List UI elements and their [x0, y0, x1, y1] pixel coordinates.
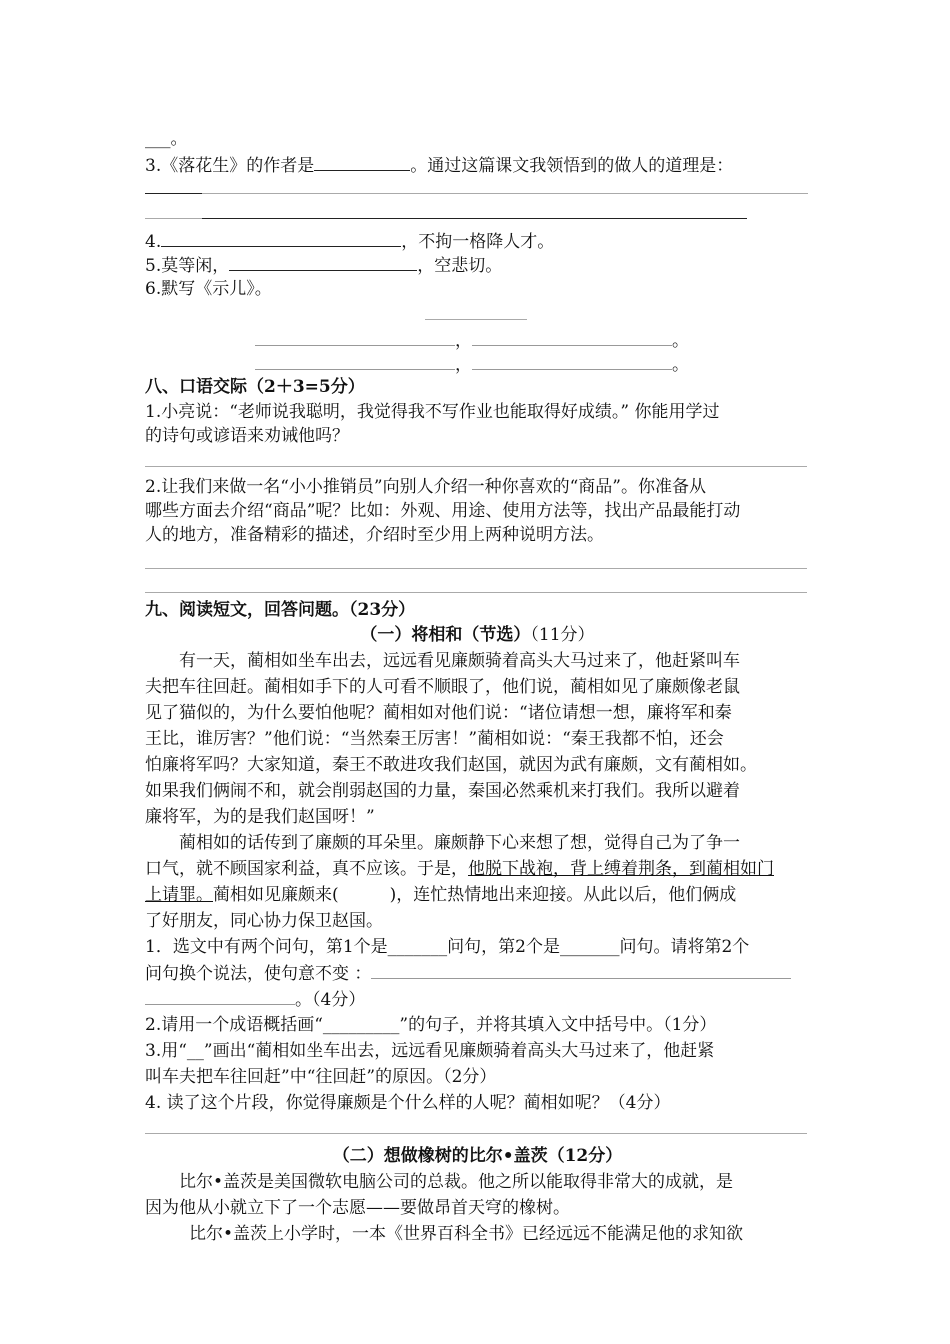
passage2-title: （二）想做橡树的比尔•盖茨（12分） [332, 1146, 623, 1166]
p1-line: 了好朋友，同心协力保卫赵国。 [145, 911, 383, 931]
p1-line: 怕廉将军吗？大家知道，秦王不敢进攻我们赵国，就因为武有廉颇，文有蔺相如。 [145, 755, 757, 775]
author-blank[interactable] [314, 152, 410, 171]
answer-line[interactable] [145, 218, 202, 219]
p1-line: 廉将军，为的是我们赵国呀！” [145, 807, 375, 827]
answer-line[interactable] [145, 568, 807, 569]
section9-heading: 九、阅读短文，回答问题。（23分） [145, 600, 416, 620]
s9-q3-line2: 叫车夫把车往回赶”中“往回赶”的原因。（2分） [145, 1067, 497, 1087]
p1-line: 如果我们俩闹不和，就会削弱赵国的力量，秦国必然乘机来打我们。我所以避着 [145, 781, 740, 801]
answer-blank[interactable] [371, 960, 791, 979]
s9-q1-line1: 1．选文中有两个问句，第1个是_______问句，第2个是_______问句。请将第2个 [145, 937, 750, 957]
answer-line[interactable] [202, 193, 808, 194]
s8-q2-line2: 哪些方面去介绍“商品”呢？比如：外观、用途、使用方法等，找出产品最能打动 [145, 501, 741, 521]
poem-blank[interactable] [255, 327, 455, 346]
s8-q1-line2: 的诗句或谚语来劝诫他吗？ [145, 426, 349, 446]
s9-q2: 2.请用一个成语概括画“_________”的句子，并将其填入文中括号中。（1分） [145, 1015, 717, 1035]
answer-line[interactable] [202, 218, 747, 219]
answer-line[interactable] [145, 1133, 807, 1134]
answer-line[interactable] [145, 592, 807, 593]
answer-line[interactable] [145, 466, 807, 467]
p2-line: 比尔•盖茨上小学时，一本《世界百科全书》已经远远不能满足他的求知欲 [189, 1224, 744, 1244]
s9-q4: 4. 读了这个片段，你觉得廉颇是个什么样的人呢？蔺相如呢？（4分） [145, 1093, 671, 1113]
q7-item3: 3.《落花生》的作者是 。通过这篇课文我领悟到的做人的道理是： [145, 152, 810, 179]
poem-blank[interactable] [472, 327, 672, 346]
poem-blank[interactable] [229, 252, 417, 271]
q7-item4: 4. ，不拘一格降人才。 [145, 228, 810, 255]
q7-tail: ___。 [145, 129, 188, 149]
p1-line: 蔺相如的话传到了廉颇的耳朵里。廉颇静下心来想了想，觉得自己为了争一 [179, 833, 740, 853]
s9-q1-line3: 。（4分） [145, 986, 810, 1013]
poem-blank[interactable] [161, 228, 401, 247]
answer-line[interactable] [145, 193, 202, 194]
s8-q2-line3: 人的地方，准备精彩的描述，介绍时至少用上两种说明方法。 [145, 525, 604, 545]
p2-line: 比尔•盖茨是美国微软电脑公司的总裁。他之所以能取得非常大的成就，是 [179, 1172, 734, 1192]
p1-line: 上请罪。蔺相如见廉颇来( )，连忙热情地出来迎接。从此以后，他们俩成 [145, 885, 737, 905]
poem-line-2: ， 。 [255, 351, 705, 378]
underlined-sentence: 他脱下战袍，背上缚着荆条，到蔺相如门 [468, 859, 774, 879]
p1-line: 见了猫似的，为什么要怕他呢？蔺相如对他们说：“诸位请想一想，廉将军和秦 [145, 703, 732, 723]
s8-q2-line1: 2.让我们来做一名“小小推销员”向别人介绍一种你喜欢的“商品”。你准备从 [145, 477, 706, 497]
p1-line: 夫把车往回赶。蔺相如手下的人可看不顺眼了，他们说，蔺相如见了廉颇像老鼠 [145, 677, 740, 697]
answer-blank[interactable] [145, 986, 295, 1005]
q7-item5: 5.莫等闲， ，空悲切。 [145, 252, 810, 279]
underlined-sentence: 上请罪。 [145, 885, 213, 905]
p1-line: 王比，谁厉害？”他们说：“当然秦王厉害！”蔺相如说：“秦王我都不怕，还会 [145, 729, 724, 749]
s8-q1-line1: 1.小亮说：“老师说我聪明，我觉得我不写作业也能取得好成绩。” 你能用学过 [145, 402, 720, 422]
s9-q1-line2: 问句换个说法，使句意不变 ： [145, 960, 810, 987]
poem-line-1: ， 。 [255, 327, 705, 354]
q7-item6: 6.默写《示儿》。 [145, 279, 272, 299]
passage1-title: （一）将相和（节选）（11分） [360, 625, 595, 645]
p1-line: 口气，就不顾国家利益，真不应该。于是，他脱下战袍，背上缚着荆条，到蔺相如门 [145, 859, 774, 879]
poem-blank[interactable] [472, 351, 672, 370]
section8-heading: 八、口语交际（2＋3=5分） [145, 377, 365, 397]
s9-q3-line1: 3.用“__”画出“蔺相如坐车出去，远远看见廉颇骑着高头大马过来了，他赶紧 [145, 1041, 715, 1061]
p2-line: 因为他从小就立下了一个志愿——要做昂首天穹的橡树。 [145, 1198, 570, 1218]
poem-title-line[interactable] [425, 319, 527, 320]
p1-line: 有一天，蔺相如坐车出去，远远看见廉颇骑着高头大马过来了，他赶紧叫车 [179, 651, 740, 671]
poem-blank[interactable] [255, 351, 455, 370]
